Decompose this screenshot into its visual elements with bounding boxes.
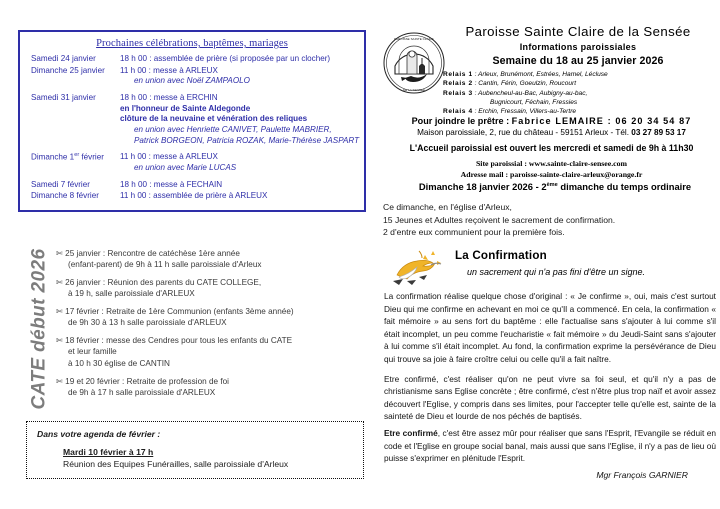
celebration-line: 11 h 00 : assemblée de prière à ARLEUX <box>120 191 268 201</box>
celebration-row <box>26 66 358 87</box>
parish-house-line <box>383 128 720 137</box>
confirmation-final-rest: , c'est être assez mûr pour réaliser que sans l'Esprit, l'Evangile se réduit en code et l'Eglise en groupe social banal, mais aussi que sans l'Eglise, il n'y a pas de lieu où puisse s'exprimer en plénitude l'Esprit. <box>384 428 716 464</box>
celebration-row <box>26 93 358 146</box>
parish-house-address: Maison paroissiale, 2, rue du château - 59151 Arleux - Tél. <box>417 128 632 137</box>
sunday-intro-line: Ce dimanche, en l'église d'Arleux, <box>383 202 512 212</box>
celebration-line: 11 h 00 : messe à ARLEUX <box>120 65 218 75</box>
celebration-line: en l'honneur de Sainte Aldegonde <box>120 103 251 113</box>
cate-item-line: ✄ 25 janvier : Rencontre de catéchèse 1ère année <box>56 249 240 258</box>
right-column <box>378 0 720 509</box>
confirmation-paragraphs <box>384 290 716 423</box>
cate-item-line: de 9h 30 à 13 h salle paroissiale d'ARLEUX <box>68 318 227 328</box>
sunday-intro <box>383 201 720 239</box>
agenda-title: Dans votre agenda de février : <box>37 429 161 439</box>
cate-item <box>56 376 366 398</box>
confirmation-header <box>383 245 720 287</box>
sunday-date: Dimanche 18 janvier 2026 <box>418 181 533 192</box>
relais-places: : Arleux, Brunémont, Estrées, Hamel, Lécluse <box>472 71 608 78</box>
cate-item-line: ✄ 26 janvier : Réunion des parents du CATE COLLEGE, <box>56 278 262 288</box>
celebration-line: en union avec Marie LUCAS <box>134 163 237 173</box>
cate-item-line: ✄ 18 février : messe des Cendres pour tous les enfants du CATE <box>56 336 293 346</box>
sunday-intro-line: 2 d'entre eux communient pour la première fois. <box>383 227 565 238</box>
parish-house-phone: 03 27 89 53 17 <box>631 128 686 137</box>
parish-name: Paroisse Sainte Claire de la Sensée <box>465 24 691 39</box>
cate-schedule-list <box>56 248 366 405</box>
parish-email[interactable]: Adresse mail : paroisse-sainte-claire-arleux@orange.fr <box>460 169 643 179</box>
celebration-line: 18 h 00 : messe à ERCHIN <box>120 93 218 103</box>
celebration-line: Patrick BORGEON, Patricia ROZAK, Marie-Thérèse JASPART <box>134 135 360 145</box>
parish-website[interactable]: Site paroissial : www.sainte-claire-sensee.com <box>475 159 628 168</box>
cate-item-line: ✄ 19 et 20 février : Retraite de profession de foi <box>56 376 229 386</box>
celebrations-box <box>18 30 366 212</box>
author-signature: Mgr François GARNIER <box>596 469 688 480</box>
cate-item <box>56 277 366 299</box>
celebration-line: 18 h 00 : messe à FECHAIN <box>120 179 223 189</box>
dove-icon <box>389 247 445 287</box>
celebration-date: Samedi 24 janvier <box>31 54 96 63</box>
celebration-line: 11 h 00 : messe à ARLEUX <box>120 152 218 162</box>
confirmation-subtitle: un sacrement qui n'a pas fini d'être un signe. <box>467 267 646 277</box>
cate-vertical-label: CATE début 2026 <box>28 248 50 410</box>
celebration-detail <box>120 93 359 146</box>
celebration-line: en union avec Henriette CANIVET, Paulette MABRIER, <box>134 125 332 135</box>
priest-prefix: Pour joindre le prêtre : <box>411 116 512 126</box>
sunday-intro-line: 15 Jeunes et Adultes reçoivent le sacrement de confirmation. <box>383 214 616 225</box>
sunday-ordinal-suffix: ème <box>546 181 558 188</box>
agenda-box <box>26 421 364 479</box>
relais-label: Relais 4 <box>443 108 473 116</box>
confirmation-final-paragraph <box>384 427 716 465</box>
agenda-when: Mardi 10 février à 17 h <box>63 447 154 457</box>
cate-item-line: et leur famille <box>68 347 117 357</box>
masthead <box>436 24 720 67</box>
cate-item-line: de 9h à 17 h salle paroissiale d'ARLEUX <box>68 387 216 397</box>
celebration-row <box>26 152 358 173</box>
confirmation-final-lead: Etre confirmé <box>384 428 438 439</box>
celebration-line: 18 h 00 : assemblée de prière (si proposée par un clocher) <box>120 54 331 63</box>
cate-item <box>56 306 366 328</box>
cate-item-line: à 19 h, salle paroissiale d'ARLEUX <box>68 289 195 299</box>
confirmation-paragraph: La confirmation réalise quelque chose d'original : « Je confirme », oui, mais c'est surtout Dieu qui me confirme en achevant en moi ce qu'Il a commencé. En cela, la confirmation « fait mémoire » au sens fort du baptême : elle l'actualise sans s'ajouter à lui comme s'il était incomplet, un peu comme l'eucharistie « fait mémoire » du Jeudi-Saint sans s'ajouter à lui comme s'il était incomplet. Au fond, la confirmation exprime la persévérance de Dieu qui trouve sa joie à faire croître celui ou celle qu'il a fait naître. <box>384 291 716 365</box>
celebration-date: Samedi 7 février <box>31 179 90 189</box>
celebration-detail <box>120 152 358 173</box>
cate-item <box>56 335 366 368</box>
celebration-row <box>26 191 358 202</box>
cate-item-line: ✄ 17 février : Retraite de 1ère Communion (enfants 3ème année) <box>56 307 294 317</box>
cate-item-line: (enfant-parent) de 9h à 11 h salle paroissiale d'Arleux <box>68 260 262 270</box>
confirmation-title: La Confirmation <box>455 249 547 262</box>
relais-places: : Aubencheul-au-Bac, Aubigny-au-bac, <box>472 89 588 97</box>
celebrations-list <box>26 54 358 202</box>
svg-text:PAROISSE SAINTE CLAIRE: PAROISSE SAINTE CLAIRE <box>394 37 434 41</box>
relais-row <box>443 70 720 79</box>
priest-contact-line <box>383 116 720 126</box>
week-range: Semaine du 18 au 25 janvier 2026 <box>492 55 664 67</box>
celebration-date: Dimanche 8 février <box>31 191 99 201</box>
sunday-ordinal-num: - 2 <box>535 181 547 192</box>
sunday-ordinal-tail: dimanche du temps ordinaire <box>557 181 692 192</box>
celebration-date: Dimanche 1er février <box>31 152 104 163</box>
cate-item-line: à 10 h 30 église de CANTIN <box>68 358 170 368</box>
confirmation-paragraph: Etre confirmé, c'est réaliser qu'on ne peut vivre sa foi seul, et qu'il n'y a pas de christianisme sans Eglise concrète ; être confirmé, c'est n'être plus trop naïf et avoir assez découvert l'Eglise, y compris dans ses limites, pour l'accepter telle qu'elle est, sainte de la sainteté de Dieu et lourde de nos péchés de baptisés. <box>384 373 716 422</box>
priest-phone: : 06 20 34 54 87 <box>603 116 692 126</box>
celebration-line: clôture de la neuvaine et vénération des reliques <box>120 114 308 124</box>
relais-places-continued: Bugnicourt, Féchain, Fressies <box>490 99 578 107</box>
confirmation-body <box>384 290 716 482</box>
svg-text:DE LA SENSEE: DE LA SENSEE <box>402 88 426 92</box>
celebration-detail <box>120 54 358 65</box>
relais-row <box>443 89 720 98</box>
relais-list <box>443 70 720 117</box>
celebration-row <box>26 180 358 191</box>
celebrations-title: Prochaines célébrations, baptêmes, mariages <box>96 38 288 49</box>
relais-row <box>443 79 720 88</box>
relais-places: : Erchin, Fressain, Villers-au-Tertre <box>472 108 577 116</box>
relais-label: Relais 3 <box>443 89 473 97</box>
agenda-what: Réunion des Equipes Funérailles, salle paroissiale d'Arleux <box>63 459 289 469</box>
celebration-date: Dimanche 25 janvier <box>31 65 105 75</box>
celebration-detail <box>120 66 358 87</box>
masthead-subtitle: Informations paroissiales <box>519 42 637 52</box>
welcome-hours: L'Accueil paroissial est ouvert les mercredi et samedi de 9h à 11h30 <box>409 143 694 153</box>
celebration-detail <box>120 180 358 191</box>
cate-item <box>56 248 366 270</box>
contact-block <box>383 116 720 180</box>
relais-label: Relais 2 <box>443 80 473 88</box>
relais-places: : Cantin, Férin, Goeulzin, Roucourt <box>472 80 577 88</box>
priest-name: Fabrice LEMAIRE <box>511 116 604 126</box>
celebration-line: en union avec Noël ZAMPAOLO <box>134 76 250 86</box>
celebration-date: Samedi 31 janvier <box>31 93 96 103</box>
relais-label: Relais 1 <box>443 71 473 78</box>
celebration-detail <box>120 191 358 202</box>
celebration-row <box>26 54 358 65</box>
sunday-heading <box>390 181 720 192</box>
